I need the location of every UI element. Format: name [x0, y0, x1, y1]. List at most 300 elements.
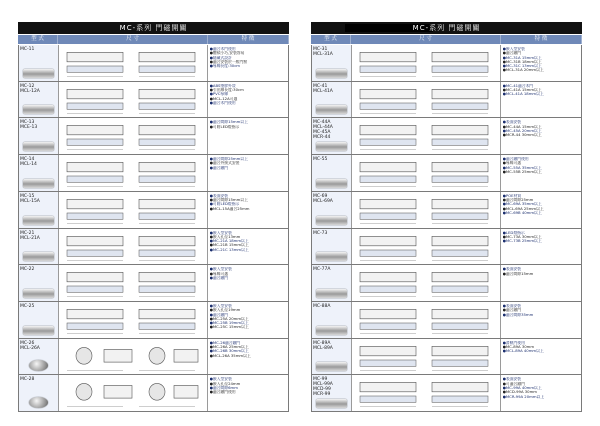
- feature-line: ●MC-21A 18mm以上: [209, 239, 249, 244]
- product-photo: [316, 179, 347, 188]
- magnet-side-outline: [174, 386, 198, 399]
- feature-line: ●適合間隙15mm: [502, 271, 534, 276]
- product-photo: [316, 252, 347, 261]
- model-label: MC-88A: [313, 303, 331, 309]
- catalog-page-left: [18, 22, 289, 412]
- dimension-svg: [59, 45, 209, 81]
- model-label: MC-31 MCL-31A: [313, 47, 333, 57]
- product-row: [311, 339, 582, 376]
- model-cell: [19, 339, 59, 375]
- product-row: [18, 82, 289, 119]
- features-cell: [208, 229, 288, 265]
- feature-line: ●MC-25C 15mm以上: [209, 325, 249, 330]
- sensor-outline: [360, 346, 416, 355]
- magnet-side-outline: [432, 213, 488, 219]
- magnet-outline: [432, 126, 488, 135]
- magnet-side-outline: [432, 66, 488, 72]
- features-cell: [501, 82, 581, 118]
- sensor-outline: [67, 199, 123, 208]
- sensor-outline: [67, 52, 123, 61]
- product-photo: [316, 326, 347, 335]
- sensor-side-outline: [360, 66, 416, 72]
- product-photo: [23, 69, 54, 78]
- product-row: [18, 192, 289, 229]
- feature-line: ●嵌入孔徑24mm: [209, 381, 241, 386]
- feature-line: ●MCL-69A 25mm以上: [502, 206, 544, 211]
- product-row: [18, 339, 289, 376]
- sensor-side-outline: [360, 360, 416, 366]
- dimension-drawing: [59, 118, 208, 154]
- sensor-side-outline: [104, 386, 132, 399]
- page-title: MC-系列 門磁開關: [119, 24, 188, 32]
- feature-line: ●適合鐵門: [209, 275, 229, 280]
- feature-line: ●MC-44A 15mm以上: [502, 124, 542, 129]
- product-row: [18, 265, 289, 302]
- magnet-face-outline: [149, 347, 165, 364]
- catalog-page-right: [311, 22, 582, 412]
- features-cell: [208, 82, 288, 118]
- dimension-drawing: [352, 302, 501, 338]
- feature-line: ●MC-31C 13mm以上: [502, 64, 542, 69]
- sensor-side-outline: [104, 349, 132, 362]
- model-cell: [312, 118, 352, 154]
- model-cell: [312, 265, 352, 301]
- model-cell: [19, 82, 59, 118]
- dimension-drawing: [59, 302, 208, 338]
- sensor-side-outline: [67, 103, 123, 109]
- features-cell: [501, 265, 581, 301]
- feature-line: ●MCL-26A 35mm以上: [209, 353, 251, 358]
- product-row: [18, 155, 289, 192]
- dimension-svg: [59, 229, 209, 265]
- sensor-side-outline: [360, 213, 416, 219]
- feature-line: ●適合木門使用: [209, 47, 236, 51]
- feature-line: ●MC-21C 13mm以上: [209, 247, 249, 252]
- magnet-side-outline: [139, 323, 195, 329]
- features-cell: [208, 118, 288, 154]
- sensor-outline: [360, 162, 416, 171]
- model-cell: [312, 375, 352, 411]
- product-photo: [316, 399, 347, 408]
- sensor-face-outline: [76, 384, 92, 401]
- feature-line: ●嵌入型安裝: [209, 377, 232, 382]
- dimension-drawing: [59, 82, 208, 118]
- model-cell: [312, 229, 352, 265]
- dimension-svg: [352, 118, 502, 154]
- feature-line: ●導線可選: [502, 161, 522, 166]
- dimension-drawing: [352, 229, 501, 265]
- feature-line: ●PVC導線: [209, 92, 229, 97]
- product-photo: [316, 289, 347, 298]
- sensor-outline: [360, 89, 416, 98]
- model-label: MC-55: [313, 157, 328, 163]
- feature-line: ●MCR-44 30mm以上: [502, 133, 542, 138]
- feature-line: ●MC-25B 19mm以上: [209, 321, 249, 326]
- feature-line: ●適合間隙15mm以上: [209, 120, 248, 125]
- feature-line: ●導線長度:30cm: [209, 64, 240, 69]
- model-label: MC-69 MCL-69A: [313, 193, 333, 204]
- feature-line: ●MC-55A 35mm以上: [502, 165, 542, 170]
- feature-line: ●表面安裝: [502, 303, 522, 308]
- features-cell: [501, 375, 581, 411]
- dimension-svg: [352, 339, 502, 375]
- magnet-outline: [139, 309, 195, 318]
- magnet-side-outline: [139, 176, 195, 182]
- magnet-outline: [432, 273, 488, 282]
- feature-line: ●隱藏式設計: [209, 55, 232, 60]
- feature-line: ●MCL-41A 18mm以上: [502, 92, 544, 97]
- feature-line: ●適合間隙15mm以上: [209, 198, 248, 203]
- features-cell: [501, 118, 581, 154]
- sensor-side-outline: [67, 323, 123, 329]
- dimension-drawing: [59, 375, 208, 411]
- sensor-outline: [360, 236, 416, 245]
- product-photo: [23, 289, 54, 298]
- model-label: MC-44A MCL-44A MC-45A MCR-44: [313, 120, 333, 141]
- sensor-face-outline: [76, 347, 92, 364]
- dimension-svg: [59, 82, 209, 118]
- product-photo: [316, 362, 347, 371]
- dimension-svg: [352, 265, 502, 301]
- product-row: [18, 375, 289, 412]
- dimension-svg: [59, 155, 209, 191]
- product-row: [18, 229, 289, 266]
- dimension-svg: [59, 265, 209, 301]
- dimension-svg: [352, 192, 502, 228]
- model-cell: [19, 265, 59, 301]
- magnet-outline: [139, 236, 195, 245]
- feature-line: ●可附LED燈指示: [209, 124, 240, 129]
- model-cell: [19, 229, 59, 265]
- features-cell: [501, 229, 581, 265]
- page-title-bar: [18, 22, 289, 34]
- product-photo: [23, 326, 54, 335]
- feature-line: ●MC-21B 15mm以上: [209, 243, 249, 248]
- model-label: MC-21 MCL-21A: [20, 230, 40, 241]
- header-model: 型 式: [18, 35, 58, 44]
- feature-line: ●可附LED燈指示: [209, 202, 240, 207]
- sensor-side-outline: [360, 139, 416, 145]
- table-header: [311, 35, 582, 44]
- dimension-drawing: [352, 265, 501, 301]
- feature-line: ●適合鐵門使用: [209, 390, 236, 395]
- sensor-side-outline: [67, 66, 123, 72]
- dimension-drawing: [352, 375, 501, 411]
- magnet-face-outline: [149, 384, 165, 401]
- features-cell: [501, 339, 581, 375]
- product-photo: [23, 179, 54, 188]
- product-photo: [316, 142, 347, 151]
- feature-line: ●MC-55B 25mm以上: [502, 170, 542, 174]
- feature-line: ●適合木門使用: [209, 100, 236, 105]
- feature-line: ●適合間隙6mm: [209, 385, 238, 390]
- feature-line: ●ABS塑膠外殼: [209, 83, 236, 88]
- features-cell: [208, 375, 288, 411]
- feature-line: ●體積小巧,安裝容易: [209, 51, 245, 56]
- model-label: MC-77A: [313, 267, 331, 273]
- magnet-outline: [432, 346, 488, 355]
- feature-line: ●導線可選: [209, 271, 229, 276]
- features-cell: [208, 265, 288, 301]
- feature-line: ●表面安裝: [209, 193, 229, 198]
- model-cell: [312, 45, 352, 81]
- model-label: MC-73: [313, 230, 328, 236]
- dimension-svg: [59, 339, 209, 375]
- magnet-outline: [432, 236, 488, 245]
- feature-line: ●MC-73B 25mm以上: [502, 239, 542, 244]
- magnet-side-outline: [432, 250, 488, 256]
- magnet-outline: [139, 52, 195, 61]
- model-cell: [312, 155, 352, 191]
- dimension-drawing: [59, 155, 208, 191]
- model-label: MC-89A MCL-89A: [313, 340, 333, 351]
- feature-line: ●引出線長度:30cm: [209, 88, 244, 92]
- feature-line: ●表面安裝: [502, 377, 522, 382]
- dimension-svg: [352, 375, 502, 411]
- page-title: MC-系列 門磁開關: [412, 24, 481, 32]
- model-label: MC-13 MCE-13: [20, 120, 38, 131]
- header-features: 特 徵: [208, 35, 289, 44]
- header-model: 型 式: [311, 35, 351, 44]
- model-cell: [312, 82, 352, 118]
- feature-line: ●適合間隙35mm: [502, 312, 534, 317]
- feature-line: ●MC-26A 25mm以上: [209, 344, 249, 349]
- feature-line: ●MCL-15A適合25mm: [209, 206, 250, 211]
- dimension-drawing: [352, 155, 501, 191]
- feature-line: ●MCL-31A 20mm以上: [502, 68, 544, 73]
- magnet-outline: [432, 162, 488, 171]
- model-label: MC-99 MCL-99A MCD-99 MCR-99: [313, 377, 333, 398]
- sensor-side-outline: [67, 176, 123, 182]
- features-cell: [501, 45, 581, 81]
- product-row: [18, 45, 289, 82]
- feature-line: ●MC-25A 20mm以上: [209, 316, 249, 321]
- sensor-outline: [360, 126, 416, 135]
- features-cell: [208, 192, 288, 228]
- product-row: [311, 265, 582, 302]
- feature-line: ●適合安裝於一般門窗: [209, 59, 248, 64]
- feature-line: ●適合鐵門: [502, 308, 522, 313]
- dimension-svg: [352, 155, 502, 191]
- feature-line: ●表面安裝: [502, 120, 522, 125]
- sensor-side-outline: [67, 139, 123, 145]
- feature-line: ●MC-73A 30mm以上: [502, 234, 542, 239]
- magnet-outline: [432, 309, 488, 318]
- model-label: MC-28: [20, 377, 35, 383]
- feature-line: ●MC-89A 30mm: [502, 344, 535, 349]
- sensor-outline: [67, 89, 123, 98]
- feature-line: ●MCD-99A 30mm: [502, 390, 537, 395]
- sensor-side-outline: [360, 323, 416, 329]
- model-label: MC-12 MCL-12A: [20, 83, 40, 94]
- magnet-side-outline: [432, 323, 488, 329]
- product-row: [18, 118, 289, 155]
- product-row: [311, 229, 582, 266]
- sensor-side-outline: [67, 286, 123, 292]
- feature-line: ●嵌入型安裝: [209, 230, 232, 235]
- feature-line: ●MC-41A 15mm以上: [502, 88, 542, 92]
- sensor-side-outline: [360, 396, 416, 402]
- feature-line: ●LED燈指示: [502, 230, 525, 235]
- feature-line: ●嵌入型安裝: [502, 47, 525, 51]
- product-row: [311, 155, 582, 192]
- features-cell: [208, 155, 288, 191]
- product-photo: [23, 216, 54, 225]
- magnet-side-outline: [139, 139, 195, 145]
- feature-line: ●MCR-99A 20mm以上: [502, 394, 545, 399]
- dimension-drawing: [352, 118, 501, 154]
- sensor-outline: [360, 199, 416, 208]
- product-photo: [23, 252, 54, 261]
- sensor-outline: [360, 52, 416, 61]
- dimension-svg: [59, 118, 209, 154]
- dimension-svg: [59, 302, 209, 338]
- magnet-side-outline: [432, 176, 488, 182]
- feature-line: ●適合外接式安裝: [209, 161, 240, 166]
- page-title-bar: [311, 22, 582, 34]
- dimension-svg: [352, 229, 502, 265]
- dimension-svg: [352, 302, 502, 338]
- magnet-side-outline: [432, 396, 488, 402]
- feature-line: ●MC-69A 35mm以上: [502, 202, 542, 207]
- product-photo: [23, 105, 54, 114]
- product-row: [311, 118, 582, 155]
- sensor-outline: [67, 162, 123, 171]
- header-dimensions: 尺 寸: [351, 35, 501, 44]
- magnet-outline: [139, 126, 195, 135]
- model-cell: [19, 302, 59, 338]
- magnet-side-outline: [432, 103, 488, 109]
- magnet-side-outline: [139, 286, 195, 292]
- table-header: [18, 35, 289, 44]
- dimension-drawing: [59, 192, 208, 228]
- feature-line: ●嵌入孔徑19mm: [209, 308, 241, 313]
- feature-line: ●滑軌門使用: [502, 340, 525, 345]
- feature-line: ●MCL-89A 40mm以上: [502, 349, 544, 354]
- model-cell: [19, 118, 59, 154]
- feature-line: ●適合鐵門: [209, 312, 229, 317]
- sensor-outline: [67, 273, 123, 282]
- model-label: MC-41 MCL-41A: [313, 83, 333, 94]
- sensor-outline: [67, 236, 123, 245]
- magnet-outline: [432, 89, 488, 98]
- dimension-drawing: [59, 339, 208, 375]
- dimension-svg: [59, 375, 209, 411]
- magnet-side-outline: [139, 250, 195, 256]
- model-label: MC-11: [20, 47, 35, 52]
- magnet-side-outline: [432, 139, 488, 145]
- feature-line: ●適合鐵門: [502, 51, 522, 56]
- magnet-outline: [432, 383, 488, 392]
- model-cell: [312, 302, 352, 338]
- product-row: [311, 192, 582, 229]
- feature-line: ●適合間隙25mm以上: [209, 157, 248, 162]
- product-photo: [29, 397, 48, 408]
- model-cell: [19, 45, 59, 81]
- feature-line: ●嵌入型安裝: [209, 303, 232, 308]
- feature-line: ●MC-69B 40mm以上: [502, 211, 542, 215]
- feature-line: ●MC-41適合木門: [502, 83, 534, 88]
- model-label: MC-22: [20, 267, 35, 273]
- model-label: MC-26 MCL-26A: [20, 340, 40, 351]
- dimension-drawing: [59, 265, 208, 301]
- model-label: MC-15 MCL-15A: [20, 193, 40, 204]
- product-row: [311, 375, 582, 412]
- feature-line: ●POE材質: [502, 193, 522, 198]
- magnet-outline: [139, 273, 195, 282]
- sensor-outline: [67, 309, 123, 318]
- model-label: MC-25: [20, 303, 35, 309]
- sensor-side-outline: [360, 250, 416, 256]
- product-row: [311, 302, 582, 339]
- model-cell: [19, 192, 59, 228]
- magnet-outline: [432, 199, 488, 208]
- feature-line: ●MC-26B 30mm以上: [209, 349, 249, 354]
- dimension-drawing: [352, 82, 501, 118]
- product-row: [311, 45, 582, 82]
- features-cell: [501, 192, 581, 228]
- dimension-drawing: [352, 192, 501, 228]
- dimension-svg: [59, 192, 209, 228]
- sensor-outline: [360, 273, 416, 282]
- features-cell: [208, 45, 288, 81]
- model-cell: [19, 155, 59, 191]
- magnet-outline: [139, 199, 195, 208]
- magnet-side-outline: [139, 66, 195, 72]
- product-photo: [316, 105, 347, 114]
- feature-line: ●嵌入孔徑13mm: [209, 234, 241, 239]
- model-label: MC-14 MCL-14: [20, 157, 37, 168]
- product-table: [18, 45, 289, 412]
- feature-line: ●適合鐵門: [209, 165, 229, 170]
- magnet-outline: [432, 52, 488, 61]
- features-cell: [501, 302, 581, 338]
- feature-line: ●MC-99A 40mm以上: [502, 385, 542, 390]
- feature-line: ●MCL-12A可選: [209, 96, 238, 101]
- dimension-drawing: [352, 339, 501, 375]
- model-cell: [312, 192, 352, 228]
- dimension-drawing: [59, 45, 208, 81]
- feature-line: ●適合鐵門使用: [502, 157, 529, 162]
- product-photo: [29, 360, 48, 371]
- header-dimensions: 尺 寸: [58, 35, 208, 44]
- product-table: [311, 45, 582, 412]
- magnet-side-outline: [139, 103, 195, 109]
- features-cell: [208, 339, 288, 375]
- header-features: 特 徵: [501, 35, 582, 44]
- product-photo: [316, 216, 347, 225]
- dimension-drawing: [352, 45, 501, 81]
- product-photo: [23, 142, 54, 151]
- feature-line: ●MC-31B 18mm以上: [502, 59, 542, 64]
- sensor-outline: [360, 309, 416, 318]
- sensor-outline: [67, 126, 123, 135]
- feature-line: ●MC-31A 15mm以上: [502, 55, 542, 60]
- feature-line: ●MC-26適合鐵門: [209, 340, 241, 345]
- sensor-side-outline: [67, 213, 123, 219]
- magnet-side-outline: [139, 213, 195, 219]
- model-cell: [19, 375, 59, 411]
- product-row: [18, 302, 289, 339]
- feature-line: ●表面安裝: [502, 267, 522, 272]
- dimension-svg: [352, 45, 502, 81]
- magnet-side-outline: [432, 360, 488, 366]
- magnet-outline: [139, 162, 195, 171]
- sensor-side-outline: [360, 176, 416, 182]
- feature-line: ●適合間隙25mm: [502, 198, 534, 203]
- magnet-side-outline: [174, 349, 198, 362]
- feature-line: ●嵌入型安裝: [209, 267, 232, 272]
